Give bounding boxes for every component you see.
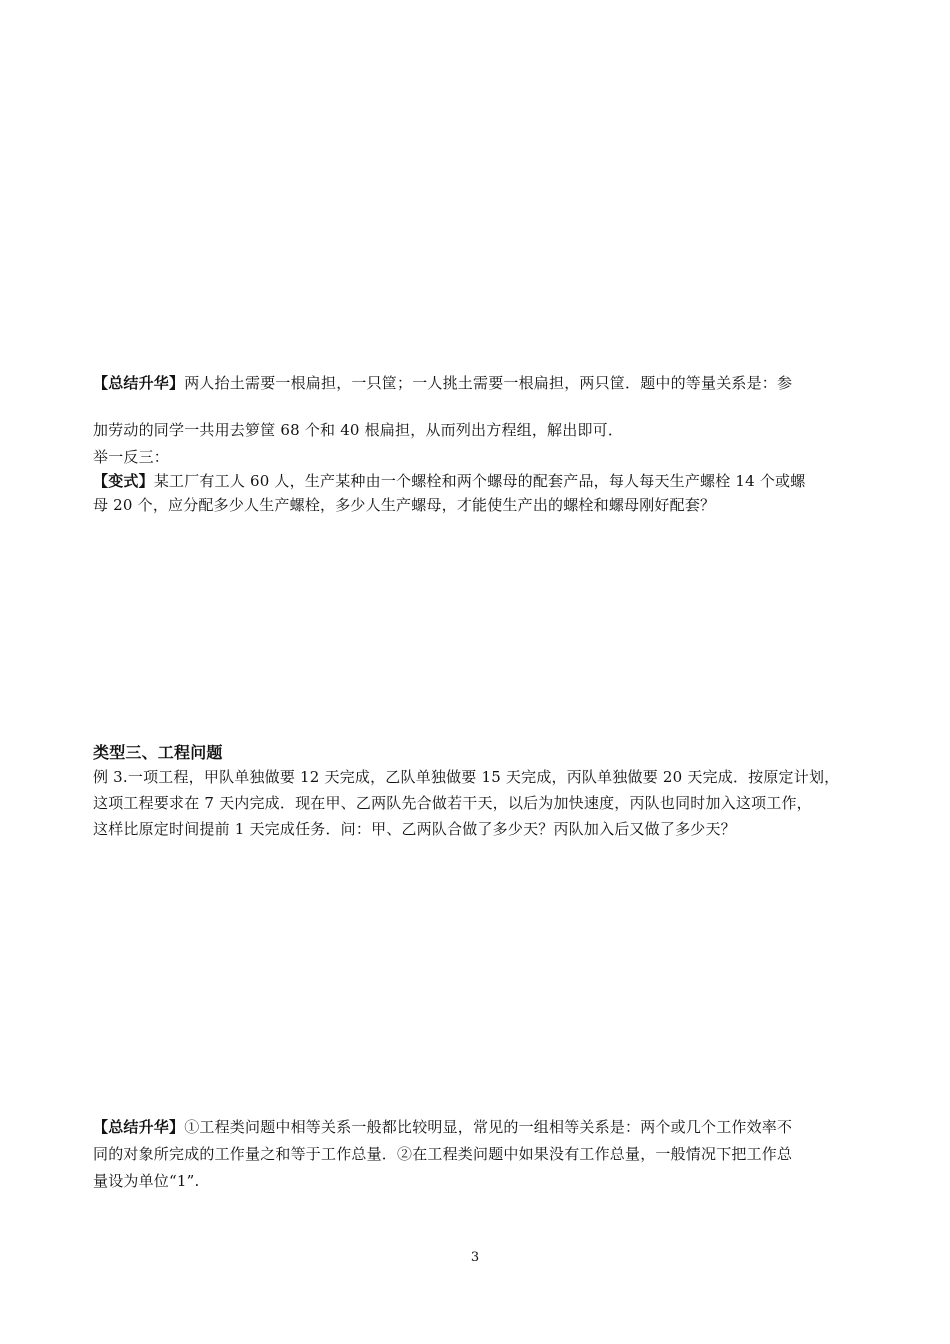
summary-1-tag: 【总结升华】 xyxy=(93,374,185,392)
practice-line-1 xyxy=(93,469,870,493)
summary-1-line-1 xyxy=(93,360,870,407)
type-3-section xyxy=(93,742,870,842)
example-3-line-2: 这项工程要求在 7 天内完成．现在甲、乙两队先合做若干天，以后为加快速度，丙队也同时加入这项工作， xyxy=(93,794,812,812)
type-3-heading: 类型三、工程问题 xyxy=(93,743,223,762)
summary-2-line-3: 量设为单位“1”. xyxy=(93,1172,200,1190)
summary-2-text-1: ①工程类问题中相等关系一般都比较明显，常见的一组相等关系是：两个或几个工作效率不 xyxy=(184,1118,793,1136)
summary-1-text-1: 两人抬土需要一根扁担，一只筐；一人挑土需要一根扁担，两只筐．题中的等量关系是：参 xyxy=(184,374,793,392)
summary-1-line-2: 加劳动的同学一共用去箩筐 68 个和 40 根扁担，从而列出方程组，解出即可． xyxy=(93,421,624,439)
summary-2-line-2: 同的对象所完成的工作量之和等于工作总量．②在工程类问题中如果没有工作总量，一般情况下把工作总 xyxy=(93,1145,793,1163)
variant-tag: 【变式】 xyxy=(93,472,154,490)
practice-text-1: 某工厂有工人 60 人，生产某种由一个螺栓和两个螺母的配套产品，每人每天生产螺栓 14 个或螺 xyxy=(153,472,806,490)
summary-2-line-1 xyxy=(93,1114,870,1141)
summary-section-1 xyxy=(93,360,870,454)
example-3-line-1: 例 3.一项工程，甲队单独做要 12 天完成，乙队单独做要 15 天完成，丙队单独做要 20 天完成．按原定计划， xyxy=(93,768,840,786)
practice-line-2: 母 20 个，应分配多少人生产螺栓，多少人生产螺母，才能使生产出的螺栓和螺母刚好配套？ xyxy=(93,496,716,514)
practice-section xyxy=(93,445,870,517)
summary-2-tag: 【总结升华】 xyxy=(93,1118,185,1136)
example-3-line-3: 这样比原定时间提前 1 天完成任务．问：甲、乙两队合做了多少天？丙队加入后又做了多少天？ xyxy=(93,820,736,838)
summary-section-2 xyxy=(93,1114,870,1195)
practice-title: 举一反三： xyxy=(93,448,170,466)
page-number: 3 xyxy=(470,1250,480,1265)
